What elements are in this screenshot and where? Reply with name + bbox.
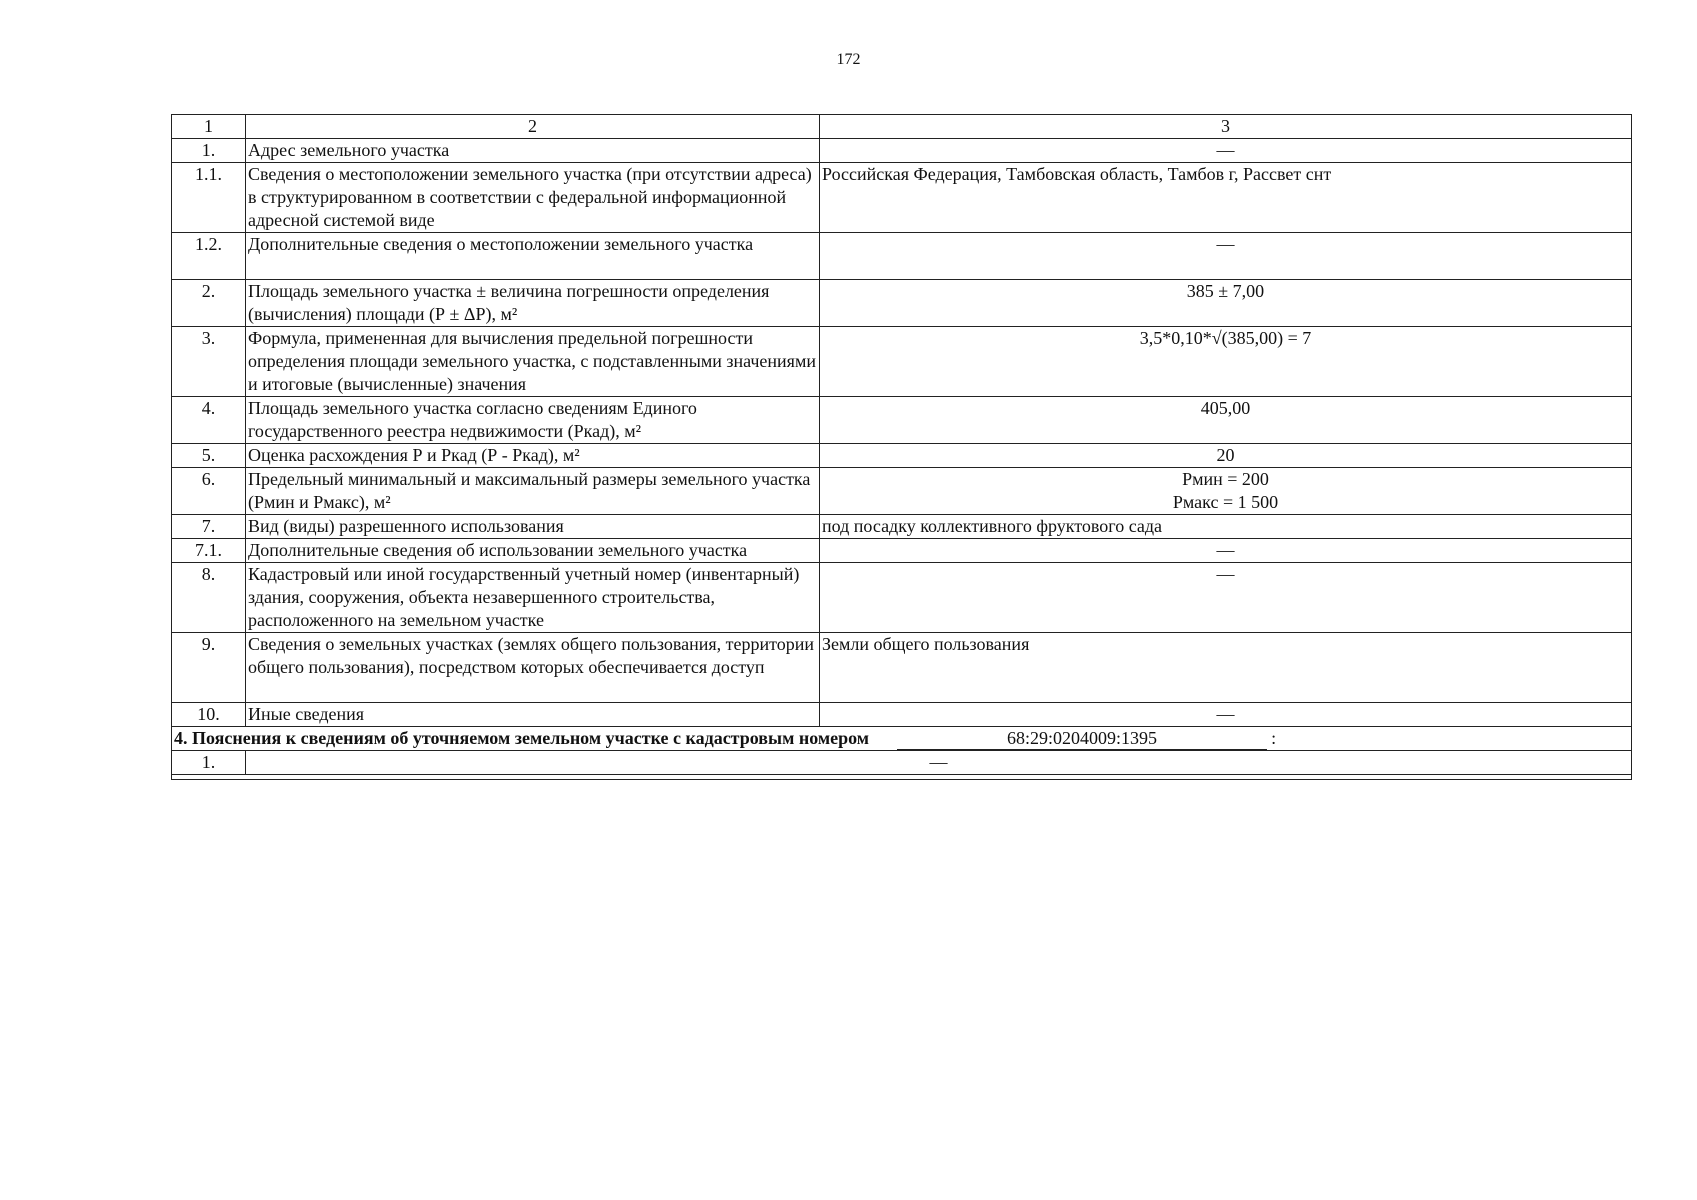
table-row (172, 563, 1632, 633)
section-4-title: 4. Пояснения к сведениям об уточняемом земельном участке с кадастровым номером (174, 728, 870, 748)
row-value (820, 468, 1632, 515)
section-4-heading-row (172, 727, 1632, 751)
row-value: 385 ± 7,00 (820, 280, 1632, 327)
table-row (172, 515, 1632, 539)
row-value: — (820, 139, 1632, 163)
row-number: 7. (172, 515, 246, 539)
table-row (172, 139, 1632, 163)
header-col-1: 1 (172, 115, 246, 139)
row-number: 9. (172, 633, 246, 703)
page-number: 172 (836, 51, 861, 68)
row-value: 20 (820, 444, 1632, 468)
table-bottom-line (172, 775, 1632, 780)
row-label: Дополнительные сведения о местоположении земельного участка (246, 233, 820, 280)
land-plot-info-table (171, 114, 1632, 780)
row-number: 5. (172, 444, 246, 468)
table-row (172, 397, 1632, 444)
row-number: 7.1. (172, 539, 246, 563)
row-value: — (820, 563, 1632, 633)
row-label: Иные сведения (246, 703, 820, 727)
table-row (172, 280, 1632, 327)
row-label: Вид (виды) разрешенного использования (246, 515, 820, 539)
row-label: Площадь земельного участка ± величина погрешности определения (вычисления) площади (Р ± ΔР), м² (246, 280, 820, 327)
table-row (172, 233, 1632, 280)
table-row (172, 703, 1632, 727)
table-bottom-border (172, 775, 1632, 780)
row-number: 1. (172, 139, 246, 163)
row-number: 2. (172, 280, 246, 327)
row-value: Российская Федерация, Тамбовская область, Тамбов г, Рассвет снт (820, 163, 1632, 233)
heading-colon: : (1271, 728, 1277, 748)
table-row (172, 327, 1632, 397)
row-value: 405,00 (820, 397, 1632, 444)
row-number: 6. (172, 468, 246, 515)
header-col-2: 2 (246, 115, 820, 139)
table-row (172, 751, 1632, 775)
row-number: 4. (172, 397, 246, 444)
min-size-value: Рмин = 200 (1182, 469, 1269, 489)
row-value: Земли общего пользования (820, 633, 1632, 703)
cadastral-number: 68:29:0204009:1395 (897, 727, 1267, 750)
section-4-heading (172, 727, 1632, 751)
table-row (172, 468, 1632, 515)
row-value: — (820, 703, 1632, 727)
row-number: 1.2. (172, 233, 246, 280)
row-value: — (820, 233, 1632, 280)
row-number: 8. (172, 563, 246, 633)
row-value: под посадку коллективного фруктового сада (820, 515, 1632, 539)
row-label: Сведения о земельных участках (землях общего пользования, территории общего пользования), посредством которых обеспечивается доступ (246, 633, 820, 703)
table-row (172, 633, 1632, 703)
row-label: Адрес земельного участка (246, 139, 820, 163)
table-row (172, 444, 1632, 468)
row-value: — (820, 539, 1632, 563)
row-label: Предельный минимальный и максимальный размеры земельного участка (Рмин и Рмакс), м² (246, 468, 820, 515)
row-number: 10. (172, 703, 246, 727)
table-row (172, 163, 1632, 233)
row-label: Формула, примененная для вычисления предельной погрешности определения площади земельного участка, с подставленными значениями и итоговые (вычисленные) значения (246, 327, 820, 397)
row-number: 3. (172, 327, 246, 397)
table-header-row (172, 115, 1632, 139)
row-label: Площадь земельного участка согласно сведениям Единого государственного реестра недвижимости (Ркад), м² (246, 397, 820, 444)
row-label: Оценка расхождения Р и Ркад (Р - Ркад), м² (246, 444, 820, 468)
row-number: 1. (172, 751, 246, 775)
table-row (172, 539, 1632, 563)
row-number: 1.1. (172, 163, 246, 233)
row-value: — (246, 751, 1632, 775)
row-label: Дополнительные сведения об использовании земельного участка (246, 539, 820, 563)
max-size-value: Рмакс = 1 500 (1172, 492, 1279, 512)
row-value: 3,5*0,10*√(385,00) = 7 (820, 327, 1632, 397)
header-col-3: 3 (820, 115, 1632, 139)
row-label: Сведения о местоположении земельного участка (при отсутствии адреса) в структурированном в соответствии с федеральной информационной адресной системой виде (246, 163, 820, 233)
row-label: Кадастровый или иной государственный учетный номер (инвентарный) здания, сооружения, объекта незавершенного строительства, расположенного на земельном участке (246, 563, 820, 633)
